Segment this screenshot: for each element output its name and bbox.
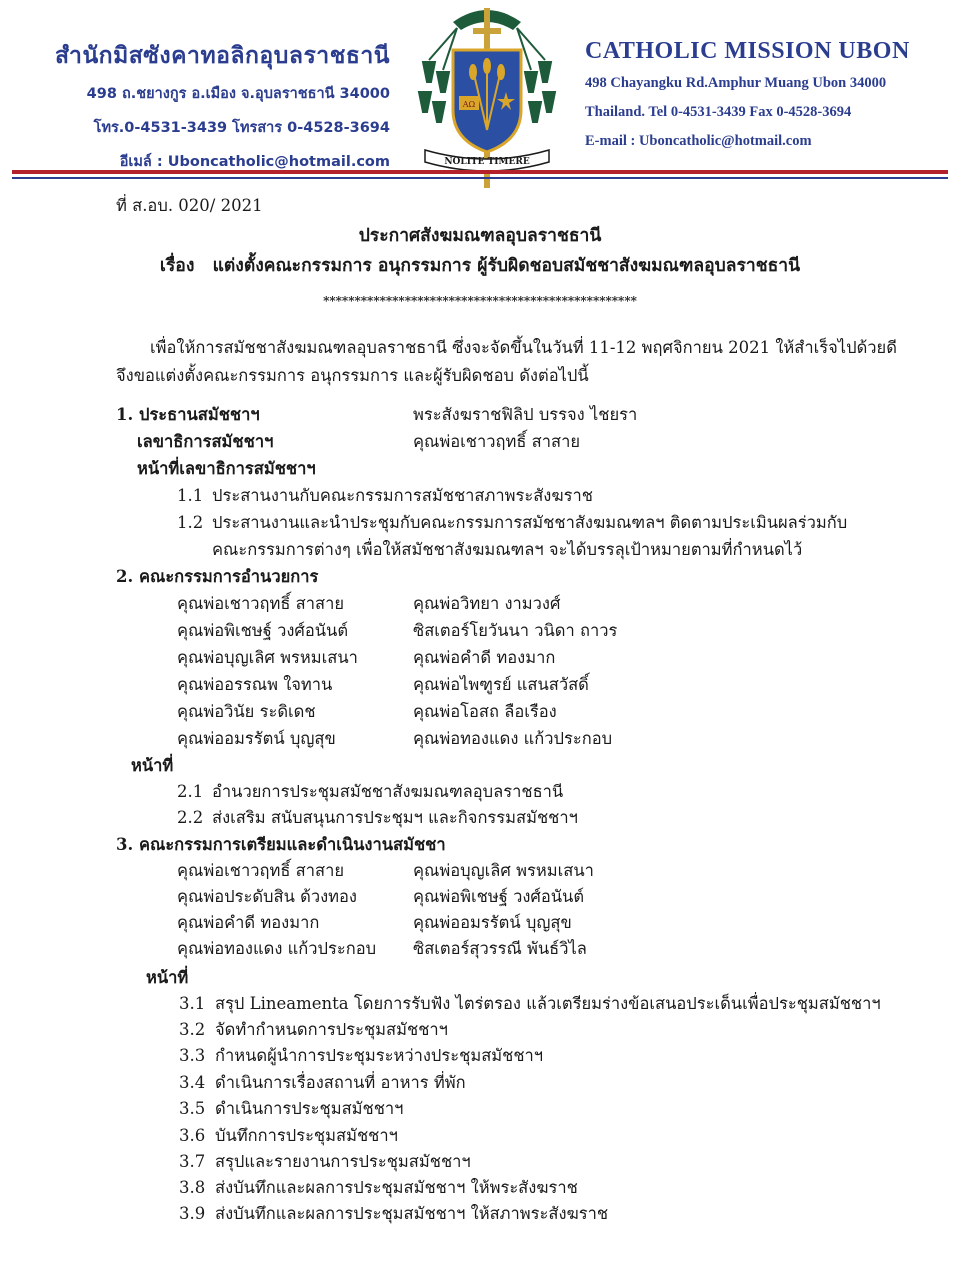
letterhead-right — [585, 38, 925, 162]
duty-text: ประสานงานและนำประชุมกับคณะกรรมการสมัชชาสังฆมณฑลฯ ติดตามประเมินผลร่วมกับ — [212, 513, 848, 532]
member-name: คุณพ่อพิเชษฐ์ วงศ์อนันต์ — [177, 621, 349, 640]
member-name: คุณพ่ออรรณพ ใจทาน — [177, 675, 333, 694]
reference-number: ที่ ส.อบ. 020/ 2021 — [116, 196, 263, 215]
duty-text: กำหนดผู้นำการประชุมระหว่างประชุมสมัชชาฯ — [215, 1046, 544, 1065]
member-name: คุณพ่อคำดี ทองมาก — [177, 913, 320, 932]
duty-text: ดำเนินการเรื่องสถานที่ อาหาร ที่พัก — [215, 1073, 466, 1092]
email-thai: อีเมล์ : Uboncatholic@hotmail.com — [119, 154, 390, 170]
member-name: คุณพ่ออมรรัตน์ บุญสุข — [177, 729, 336, 748]
member-name: คุณพ่อเชาวฤทธิ์ สาสาย — [177, 594, 345, 613]
duty-text: ส่งเสริม สนับสนุนการประชุมฯ และกิจกรรมสมัชชาฯ — [212, 808, 578, 827]
section-3-heading: 3. คณะกรรมการเตรียมและดำเนินงานสมัชชา — [116, 835, 446, 854]
duty-number: 1.2 — [177, 513, 204, 532]
duty-number: 3.4 — [179, 1073, 206, 1092]
section-2-duties-label: หน้าที่ — [131, 756, 174, 775]
duty-number: 3.2 — [179, 1020, 206, 1039]
duty-text: บันทึกการประชุมสมัชชาฯ — [215, 1126, 398, 1145]
duty-text: ส่งบันทึกและผลการประชุมสมัชชาฯ ให้สภาพระสังฆราช — [215, 1204, 609, 1223]
email-english: E-mail : Uboncatholic@hotmail.com — [585, 133, 812, 149]
address-thai: 498 ถ.ชยางกูร อ.เมือง จ.อุบลราชธานี 34000 — [86, 86, 390, 102]
intro-paragraph-line-1: เพื่อให้การสมัชชาสังฆมณฑลอุบลราชธานี ซึ่งจะจัดขึ้นในวันที่ 11-12 พฤศจิกายน 2021 ให้สำเร็จไปด้วยดี — [150, 338, 897, 357]
member-name: คุณพ่อคำดี ทองมาก — [413, 648, 556, 667]
duty-number: 3.8 — [179, 1178, 206, 1197]
section-2-heading: 2. คณะกรรมการอำนวยการ — [116, 567, 319, 586]
member-name: คุณพ่อบุญเลิศ พรหมเสนา — [413, 861, 594, 880]
member-name: คุณพ่อวิทยา งามวงศ์ — [413, 594, 561, 613]
member-name: คุณพ่อพิเชษฐ์ วงศ์อนันต์ — [413, 887, 585, 906]
duty-text: สรุปและรายงานการประชุมสมัชชาฯ — [215, 1152, 471, 1171]
announcement-title: ประกาศสังฆมณฑลอุบลราชธานี — [358, 226, 602, 246]
secretary-duties-label: หน้าที่เลขาธิการสมัชชาฯ — [137, 459, 316, 478]
duty-number: 1.1 — [177, 486, 204, 505]
member-name: คุณพ่ออมรรัตน์ บุญสุข — [413, 913, 572, 932]
subject-label: เรื่อง — [159, 256, 195, 276]
header-rule-red — [12, 170, 948, 174]
duty-text: สรุป Lineamenta โดยการรับฟัง ไตร่ตรอง แล้วเตรียมร่างข้อเสนอประเด็นเพื่อประชุมสมัชชาฯ — [215, 994, 881, 1013]
member-name: คุณพ่อไพฑูรย์ แสนสวัสดิ์ — [413, 675, 589, 694]
member-name: คุณพ่อวินัย ระดิเดช — [177, 702, 316, 721]
duty-number: 3.6 — [179, 1126, 206, 1145]
member-name: คุณพ่อโอสถ ลือเรือง — [413, 702, 557, 721]
member-name: ซิสเตอร์โยวันนา วนิดา ถาวร — [413, 621, 618, 640]
duty-number: 2.2 — [177, 808, 204, 827]
svg-text:AΩ: AΩ — [462, 100, 476, 109]
secretary-name: คุณพ่อเชาวฤทธิ์ สาสาย — [413, 432, 581, 451]
intro-paragraph-line-2: จึงขอแต่งตั้งคณะกรรมการ อนุกรรมการ และผู้รับผิดชอบ ดังต่อไปนี้ — [116, 366, 589, 385]
subject-text: แต่งตั้งคณะกรรมการ อนุกรรมการ ผู้รับผิดชอบสมัชชาสังฆมณฑลอุบลราชธานี — [212, 256, 801, 276]
address-english: 498 Chayangku Rd.Amphur Muang Ubon 34000 — [585, 75, 887, 91]
duty-number: 3.1 — [179, 994, 206, 1013]
duty-number: 3.3 — [179, 1046, 206, 1065]
duty-text: ส่งบันทึกและผลการประชุมสมัชชาฯ ให้พระสังฆราช — [215, 1178, 578, 1197]
phone-english: Thailand. Tel 0-4531-3439 Fax 0-4528-3694 — [585, 104, 852, 120]
member-name: คุณพ่อเชาวฤทธิ์ สาสาย — [177, 861, 345, 880]
duty-text: อำนวยการประชุมสมัชชาสังฆมณฑลอุบลราชธานี — [212, 782, 564, 801]
duty-number: 3.9 — [179, 1204, 206, 1223]
section-3-duties-label: หน้าที่ — [146, 968, 189, 987]
duty-number: 3.7 — [179, 1152, 206, 1171]
header-rule-blue — [12, 177, 948, 179]
subject-line — [0, 258, 960, 276]
duty-text: ดำเนินการประชุมสมัชชาฯ — [215, 1099, 404, 1118]
president-name: พระสังฆราชฟิลิป บรรจง ไชยรา — [413, 405, 638, 424]
duty-number: 3.5 — [179, 1099, 206, 1118]
member-name: คุณพ่อบุญเลิศ พรหมเสนา — [177, 648, 358, 667]
svg-text:NOLITE TIMERE: NOLITE TIMERE — [444, 157, 530, 167]
member-name: คุณพ่อทองแดง แก้วประกอบ — [413, 729, 613, 748]
member-name: คุณพ่อประดับสิน ด้วงทอง — [177, 887, 357, 906]
coat-of-arms-icon — [413, 0, 561, 190]
president-label: 1. ประธานสมัชชาฯ — [116, 405, 260, 424]
org-name-thai: สำนักมิสซังคาทอลิกอุบลราชธานี — [55, 43, 390, 69]
letterhead-left — [50, 38, 390, 184]
separator-line: ************************************************** — [323, 294, 637, 308]
duty-text: จัดทำกำหนดการประชุมสมัชชาฯ — [215, 1020, 448, 1039]
duty-number: 2.1 — [177, 782, 204, 801]
duty-text: ประสานงานกับคณะกรรมการสมัชชาสภาพระสังฆราช — [212, 486, 593, 505]
duty-text-continued: คณะกรรมการต่างๆ เพื่อให้สมัชชาสังฆมณฑลฯ จะได้บรรลุเป้าหมายตามที่กำหนดไว้ — [212, 540, 803, 559]
phone-thai: โทร.0-4531-3439 โทรสาร 0-4528-3694 — [93, 120, 390, 136]
secretary-label: เลขาธิการสมัชชาฯ — [137, 432, 274, 451]
org-name-english: CATHOLIC MISSION UBON — [585, 38, 910, 64]
member-name: ซิสเตอร์สุวรรณี พันธ์วิไล — [413, 939, 587, 958]
member-name: คุณพ่อทองแดง แก้วประกอบ — [177, 939, 377, 958]
